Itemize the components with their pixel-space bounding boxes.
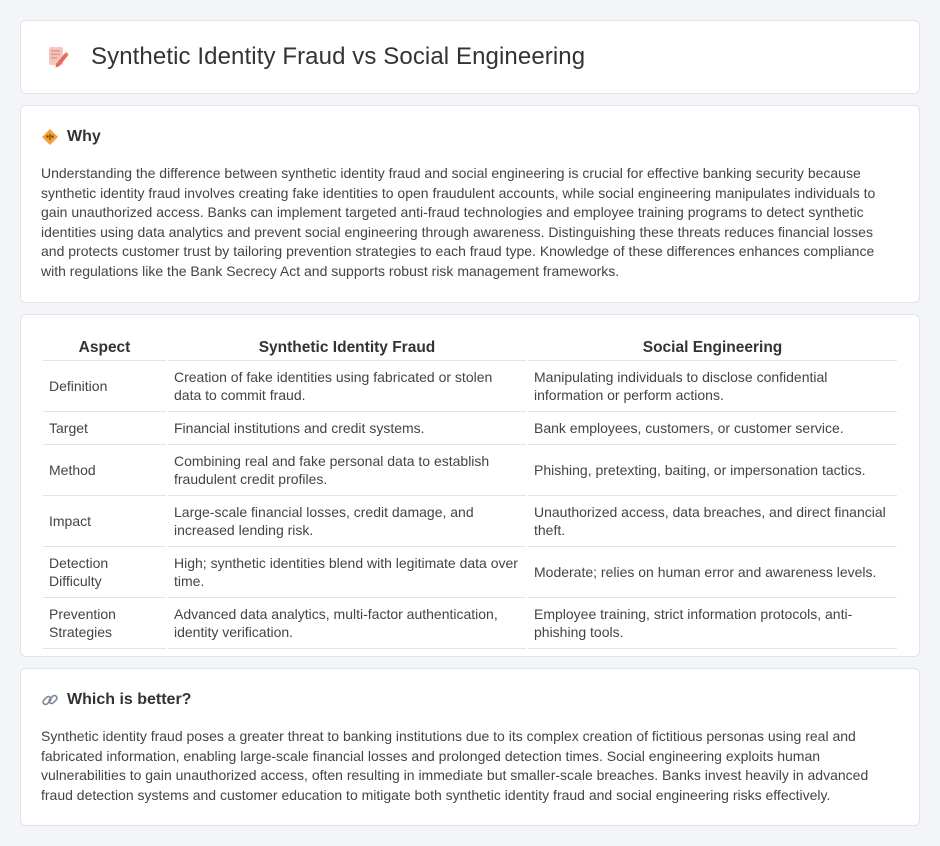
row-aspect: Definition — [43, 361, 166, 412]
table-row — [43, 547, 897, 598]
column-header-synthetic: Synthetic Identity Fraud — [168, 333, 526, 361]
row-synthetic: Financial institutions and credit systems. — [168, 412, 526, 445]
title-card — [20, 20, 920, 94]
row-social: Unauthorized access, data breaches, and direct financial theft. — [528, 496, 897, 547]
table-header-row — [43, 333, 897, 361]
row-social: Moderate; relies on human error and awareness levels. — [528, 547, 897, 598]
column-header-aspect: Aspect — [43, 333, 166, 361]
diamond-warning-icon — [41, 128, 59, 146]
row-aspect: Impact — [43, 496, 166, 547]
better-title: Which is better? — [67, 691, 192, 708]
row-synthetic: Large-scale financial losses, credit damage, and increased lending risk. — [168, 496, 526, 547]
table-row — [43, 412, 897, 445]
row-social: Employee training, strict information protocols, anti-phishing tools. — [528, 598, 897, 649]
table-row — [43, 445, 897, 496]
better-header — [41, 691, 899, 709]
link-icon — [41, 691, 59, 709]
table-row — [43, 361, 897, 412]
document-pencil-icon — [47, 44, 69, 70]
why-title: Why — [67, 128, 101, 145]
row-social: Bank employees, customers, or customer service. — [528, 412, 897, 445]
better-text: Synthetic identity fraud poses a greater threat to banking institutions due to its complex creation of fictitious personas using real and fabricated information, enabling large-scale financial losses and prolonged detection times. Social engineering exploits human vulnerabilities to gain unauthorized access, often resulting in immediate but smaller-scale breaches. Banks invest heavily in advanced fraud detection systems and customer education to mitigate both synthetic identity fraud and social engineering risks effectively. — [41, 728, 869, 803]
why-section — [20, 105, 920, 303]
why-text: Understanding the difference between synthetic identity fraud and social engineering is crucial for effective banking security because synthetic identity fraud involves creating fake identities to open fraudulent accounts, while social engineering manipulates individuals to gain unauthorized access. Banks can implement targeted anti-fraud technologies and employee training programs to detect synthetic identities using data analytics and prevent social engineering through awareness. Distinguishing these threats reduces financial losses and protects customer trust by tailoring prevention strategies to each fraud type. Knowledge of these differences enhances compliance with regulations like the Bank Secrecy Act and supports robust risk management frameworks. — [41, 165, 876, 279]
row-synthetic: Combining real and fake personal data to establish fraudulent credit profiles. — [168, 445, 526, 496]
table-row — [43, 598, 897, 649]
comparison-table — [41, 333, 899, 649]
comparison-table-card — [20, 314, 920, 657]
row-aspect: Prevention Strategies — [43, 598, 166, 649]
row-synthetic: High; synthetic identities blend with legitimate data over time. — [168, 547, 526, 598]
better-section — [20, 668, 920, 826]
page-title: Synthetic Identity Fraud vs Social Engineering — [91, 43, 586, 70]
row-aspect: Method — [43, 445, 166, 496]
row-social: Phishing, pretexting, baiting, or impersonation tactics. — [528, 445, 897, 496]
row-synthetic: Creation of fake identities using fabricated or stolen data to commit fraud. — [168, 361, 526, 412]
row-aspect: Target — [43, 412, 166, 445]
row-social: Manipulating individuals to disclose confidential information or perform actions. — [528, 361, 897, 412]
row-aspect: Detection Difficulty — [43, 547, 166, 598]
column-header-social: Social Engineering — [528, 333, 897, 361]
table-row — [43, 496, 897, 547]
row-synthetic: Advanced data analytics, multi-factor authentication, identity verification. — [168, 598, 526, 649]
why-header — [41, 128, 899, 146]
